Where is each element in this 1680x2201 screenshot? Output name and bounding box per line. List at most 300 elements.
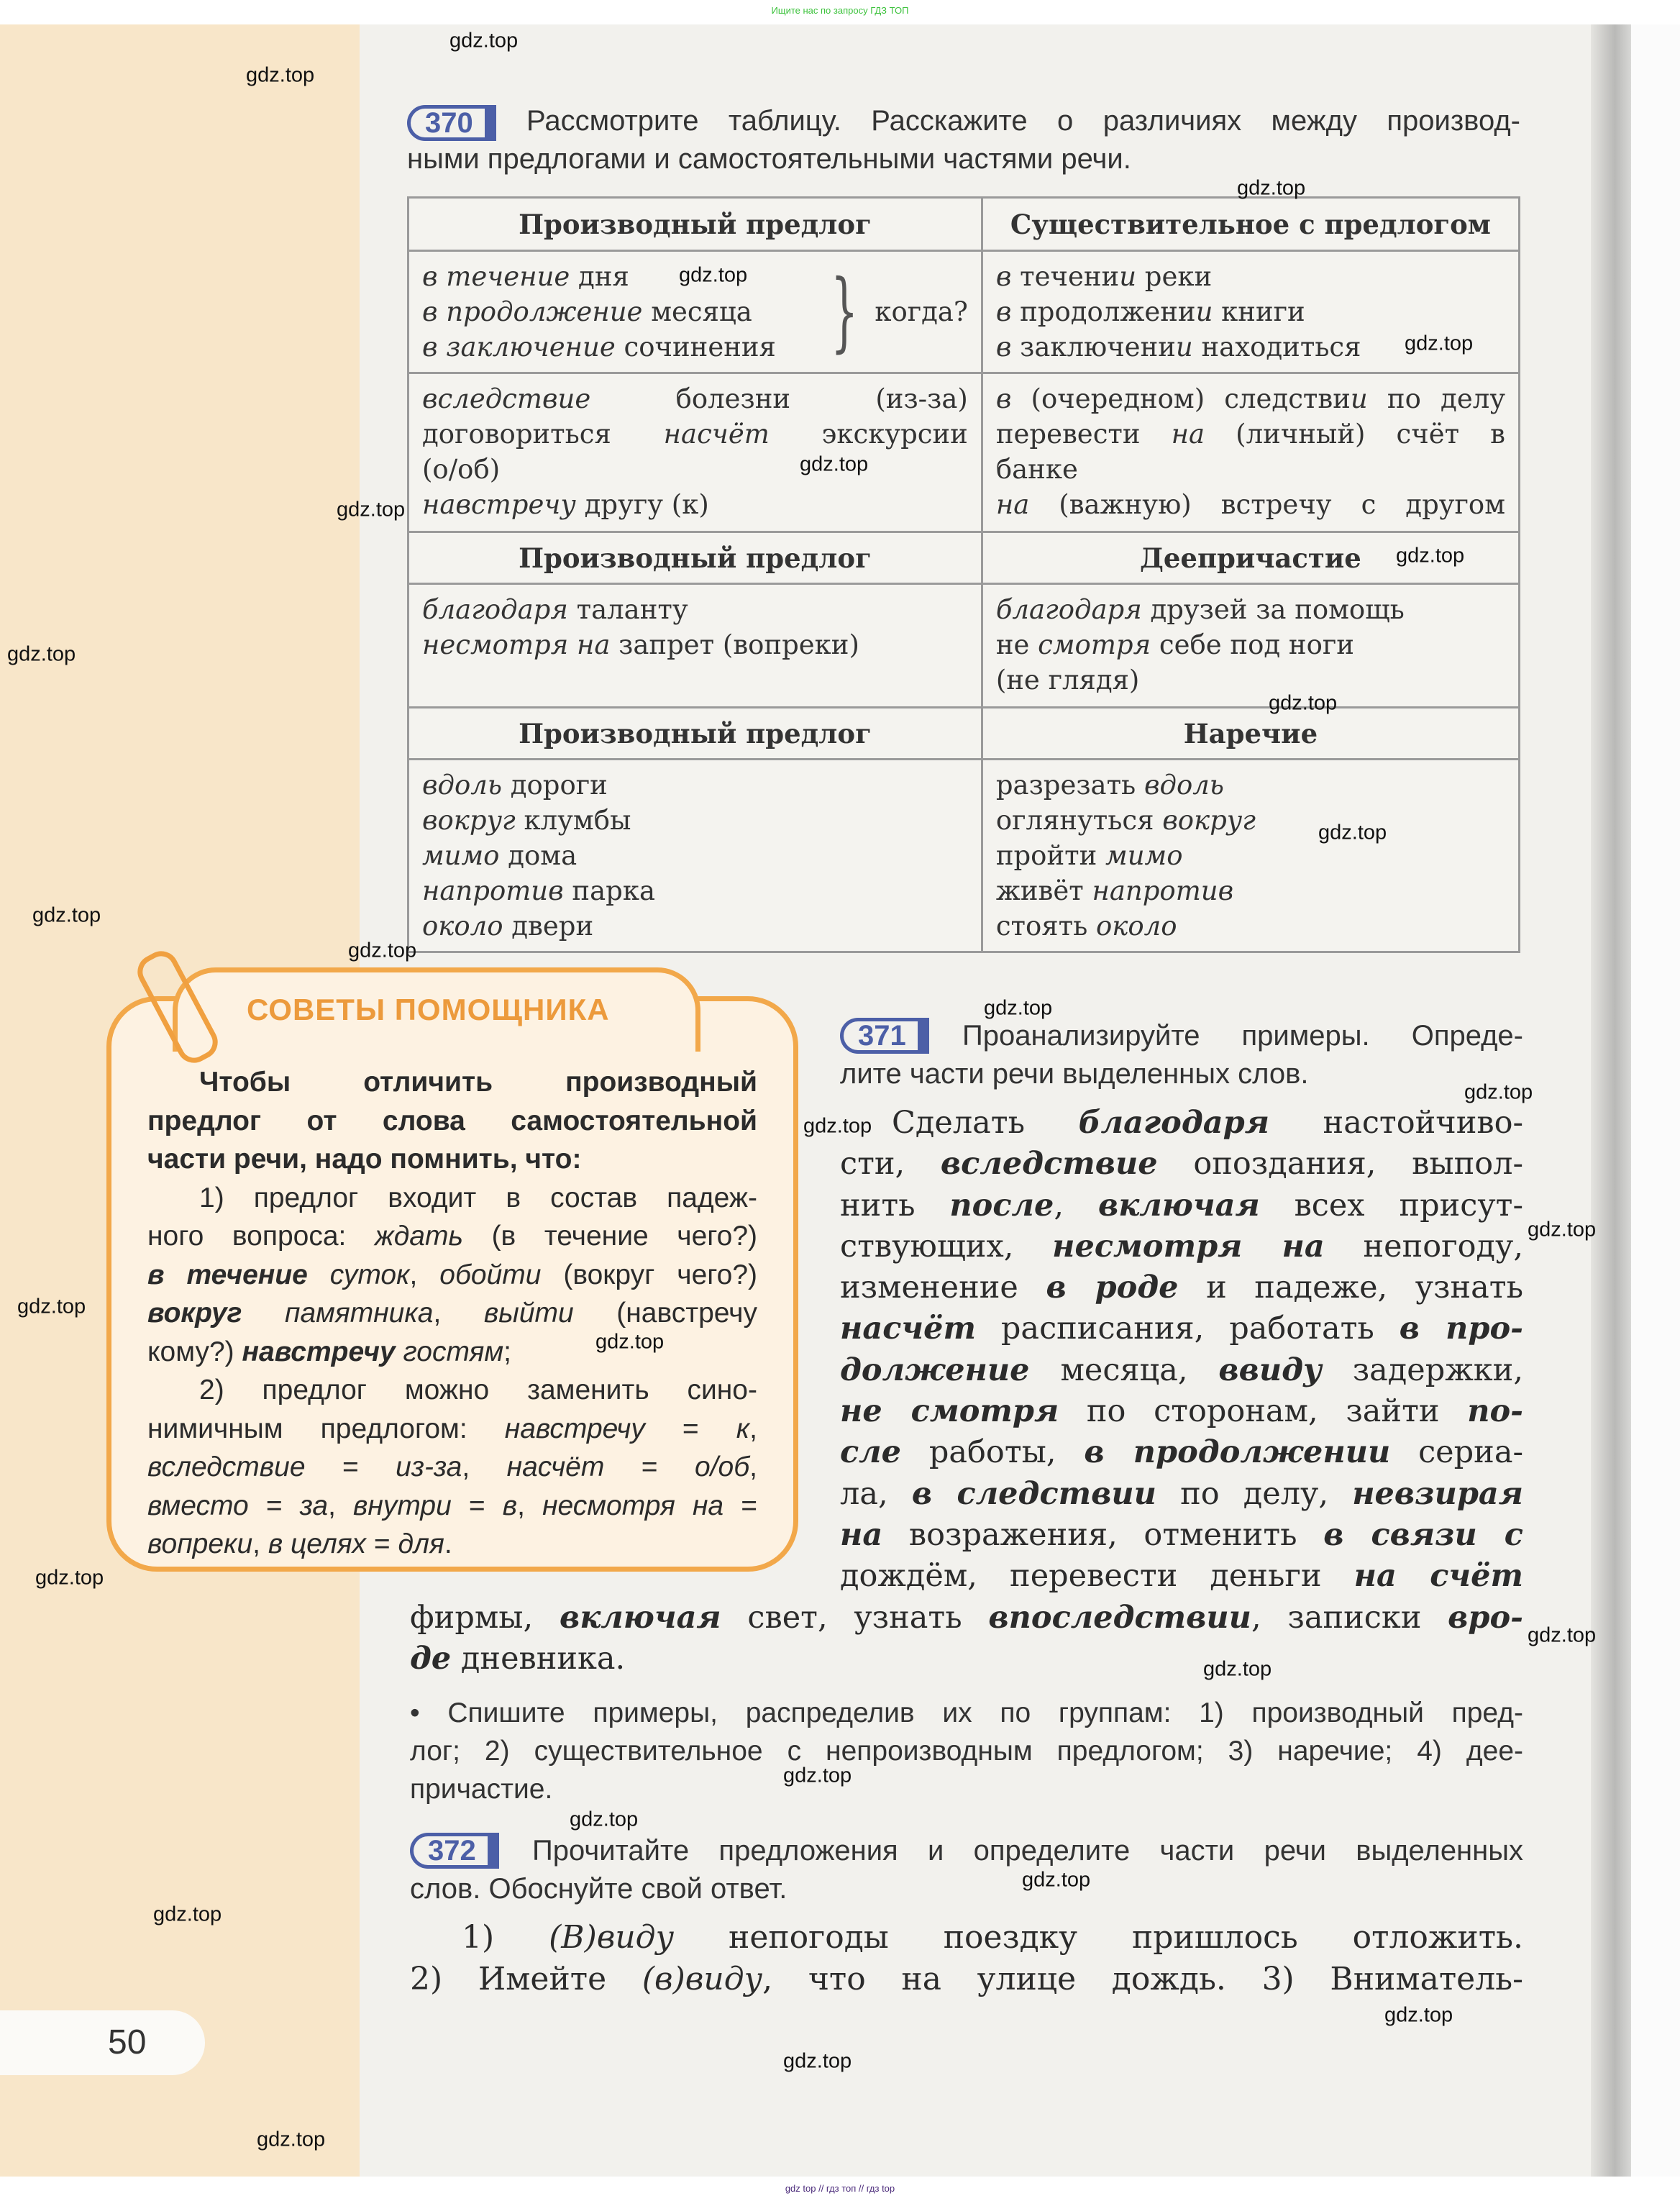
- text-line: [840, 1055, 1523, 1093]
- text-line: [410, 1639, 1523, 1680]
- text-line: [840, 1432, 1523, 1473]
- text-line: [407, 140, 1520, 178]
- text-segment: экскурсии: [769, 419, 968, 450]
- text-segment: дома: [499, 840, 578, 871]
- table-cell: [982, 584, 1519, 708]
- highlighted-word: сле: [840, 1434, 902, 1471]
- text-line: [147, 1294, 757, 1333]
- text-line: [840, 1017, 1523, 1055]
- watermark: gdz.top: [1405, 332, 1474, 355]
- highlighted-word: вро-: [1448, 1600, 1523, 1636]
- text-line: [840, 1391, 1523, 1432]
- text-segment: настойчиво-: [1269, 1105, 1523, 1141]
- text-segment: стоять: [995, 911, 1097, 942]
- highlighted-word: в следствии: [911, 1475, 1156, 1512]
- highlighted-word: вдоль: [1143, 770, 1224, 801]
- text-segment: живёт: [995, 875, 1092, 906]
- text-segment: [308, 1259, 330, 1290]
- highlighted-word: по-: [1467, 1393, 1523, 1430]
- highlighted-word: в: [502, 1490, 518, 1521]
- highlighted-word: благодаря: [1078, 1105, 1269, 1141]
- text-segment: ствующих,: [840, 1228, 1053, 1264]
- text-segment: причастие.: [410, 1774, 553, 1805]
- text-segment: [242, 1298, 286, 1329]
- text-line: [996, 803, 1505, 838]
- watermark: gdz.top: [153, 1902, 222, 1926]
- text-line: [410, 1770, 1523, 1808]
- text-line: [840, 1103, 1523, 1144]
- highlighted-word: выйти: [483, 1298, 574, 1329]
- text-line: [407, 102, 1520, 140]
- text-segment: дороги: [501, 770, 608, 801]
- text-line: [147, 1487, 757, 1526]
- highlighted-word: вследствие: [147, 1452, 306, 1482]
- text-segment: 1): [462, 1919, 549, 1956]
- text-line: [840, 1515, 1523, 1556]
- highlighted-word: в: [422, 261, 447, 292]
- text-segment: договориться: [422, 419, 664, 450]
- watermark: gdz.top: [17, 1295, 86, 1318]
- text-line: [840, 1144, 1523, 1185]
- text-segment: (вокруг чего?): [541, 1259, 758, 1290]
- text-line: [410, 1832, 1523, 1870]
- text-line: [147, 1102, 757, 1141]
- text-segment: Прочитайте предложения и определите части речи выделенных: [532, 1835, 1523, 1867]
- highlighted-word: и: [1119, 261, 1137, 292]
- highlighted-word: несмотря на: [422, 629, 611, 660]
- task-371-assignment: [410, 1694, 1523, 1808]
- text-segment: реки: [1136, 261, 1213, 292]
- text-line: [422, 627, 968, 662]
- text-segment: двери: [503, 911, 594, 942]
- highlighted-word: в заключение: [422, 332, 616, 363]
- text-segment: нимичным предлогом:: [147, 1413, 505, 1444]
- text-line: [840, 1474, 1523, 1515]
- text-line: [422, 416, 968, 452]
- highlighted-word: навстречу: [242, 1336, 396, 1367]
- text-segment: по сторонам, зайти: [1059, 1393, 1468, 1430]
- text-segment: друзей за помощь: [1141, 594, 1405, 625]
- watermark: gdz.top: [257, 2128, 326, 2151]
- watermark: gdz.top: [1528, 1623, 1597, 1647]
- text-segment: слов. Обоснуйте свой ответ.: [410, 1873, 788, 1905]
- brace-icon: }: [831, 261, 859, 362]
- highlighted-word: к: [736, 1413, 750, 1444]
- table-cell: [982, 373, 1519, 532]
- text-line: [147, 1371, 757, 1410]
- text-line: [422, 908, 968, 944]
- text-segment: не: [995, 629, 1038, 660]
- text-segment: =: [366, 1528, 398, 1559]
- text-segment: непогоды поездку пришлось отложить.: [674, 1919, 1523, 1956]
- text-segment: непогоду,: [1324, 1228, 1523, 1264]
- highlighted-word: навстречу: [422, 489, 576, 520]
- text-segment: месяца,: [1029, 1352, 1219, 1388]
- task-370-text: [407, 102, 1520, 178]
- table-header-row: [408, 532, 1520, 584]
- highlighted-word: на счёт: [1353, 1558, 1523, 1595]
- text-segment: перевести: [995, 419, 1172, 450]
- highlighted-word: вопреки: [147, 1528, 253, 1559]
- highlighted-word: благодаря: [422, 594, 568, 625]
- text-line: [147, 1525, 757, 1564]
- text-line: [996, 416, 1505, 452]
- text-segment: ,: [462, 1452, 507, 1482]
- watermark: gdz.top: [35, 1566, 104, 1590]
- highlighted-word: в роде: [1046, 1270, 1179, 1306]
- text-segment: задержки,: [1321, 1352, 1524, 1388]
- task-370-badge: 370: [407, 105, 496, 141]
- text-segment: сти,: [840, 1146, 941, 1182]
- highlighted-word: включая: [559, 1600, 721, 1636]
- text-segment: кому?): [147, 1336, 242, 1367]
- text-segment: расписания, работать: [976, 1311, 1400, 1347]
- text-segment: свет, узнать: [721, 1600, 989, 1636]
- text-segment: 2) Имейте: [410, 1961, 642, 1997]
- task-371-examples: [840, 1103, 1523, 1598]
- highlighted-word: суток: [329, 1259, 410, 1290]
- watermark: gdz.top: [1269, 691, 1338, 715]
- text-segment: 2) предлог можно заменить сино-: [199, 1375, 757, 1405]
- text-segment: лог; 2) существительное с непроизводным предлогом; 3) наречие; 4) дее-: [410, 1736, 1523, 1767]
- text-line: [996, 908, 1505, 944]
- question-label: когда?: [875, 296, 968, 327]
- watermark: gdz.top: [1396, 544, 1465, 568]
- highlighted-word: в: [995, 296, 1012, 327]
- highlighted-word: (в)виду: [642, 1961, 763, 1997]
- watermark: gdz.top: [7, 642, 76, 666]
- text-line: [147, 1217, 757, 1256]
- highlighted-word: благодаря: [995, 594, 1142, 625]
- text-segment: месяца: [642, 296, 752, 327]
- text-line: [422, 452, 968, 487]
- text-line: [410, 1959, 1523, 2000]
- highlighted-word: включая: [1097, 1187, 1260, 1223]
- text-segment: опоздания, выпол-: [1157, 1146, 1523, 1182]
- text-line: [410, 1917, 1523, 1959]
- task-371-badge: 371: [840, 1018, 929, 1054]
- highlighted-word: из-за: [396, 1452, 462, 1482]
- highlighted-word: вместо: [147, 1490, 249, 1521]
- watermark: gdz.top: [984, 996, 1053, 1020]
- text-segment: ,: [433, 1298, 484, 1329]
- table-header-row: [408, 198, 1520, 251]
- text-segment: Проанализируйте примеры. Опреде-: [962, 1020, 1523, 1052]
- text-line: [422, 487, 968, 522]
- text-segment: сериа-: [1390, 1434, 1523, 1471]
- highlighted-word: (В)виду: [549, 1919, 675, 1956]
- watermark: gdz.top: [783, 1764, 852, 1787]
- text-line: [996, 259, 1505, 294]
- highlighted-word: в: [995, 332, 1012, 363]
- highlighted-word: внутри: [353, 1490, 452, 1521]
- text-segment: ного вопроса:: [147, 1221, 375, 1252]
- highlighted-word: вследствие: [422, 383, 591, 414]
- highlighted-word: ждать: [374, 1221, 463, 1252]
- text-segment: по делу: [1367, 383, 1505, 414]
- text-segment: по делу,: [1156, 1475, 1353, 1512]
- highlighted-word: несмотря на: [1052, 1228, 1325, 1264]
- highlighted-word: не смотря: [840, 1393, 1059, 1430]
- text-line: [422, 329, 814, 365]
- highlighted-word: насчёт: [506, 1452, 605, 1482]
- highlighted-word: о/об: [695, 1452, 750, 1482]
- highlighted-word: вокруг: [1162, 805, 1256, 836]
- watermark: gdz.top: [32, 903, 101, 927]
- watermark: gdz.top: [1203, 1657, 1272, 1681]
- watermark: gdz.top: [1384, 2003, 1453, 2027]
- text-segment: ,: [749, 1452, 757, 1482]
- text-segment: =: [451, 1490, 503, 1521]
- text-segment: ла,: [840, 1475, 912, 1512]
- text-line: [996, 662, 1505, 698]
- text-segment: продолжени: [1011, 296, 1196, 327]
- highlighted-word: около: [1096, 911, 1177, 942]
- highlighted-word: после: [949, 1187, 1054, 1223]
- text-segment: ,: [749, 1413, 758, 1444]
- text-segment: оглянуться: [995, 805, 1163, 836]
- text-line: [996, 838, 1505, 873]
- watermark: gdz.top: [1318, 821, 1387, 844]
- top-banner: Ищите нас по запросу ГДЗ ТОП: [0, 0, 1680, 24]
- table-row: [408, 373, 1520, 532]
- text-segment: ,: [409, 1259, 440, 1290]
- text-segment: парка: [563, 875, 656, 906]
- text-line: [410, 1694, 1523, 1732]
- highlighted-word: впоследствии: [988, 1600, 1251, 1636]
- text-segment: =: [644, 1413, 736, 1444]
- highlighted-word: вокруг: [422, 805, 516, 836]
- watermark: gdz.top: [1464, 1080, 1533, 1104]
- text-segment: (в течение чего?): [463, 1221, 757, 1252]
- highlighted-word: в связи с: [1323, 1516, 1523, 1553]
- table-header: Существительное с предлогом: [982, 198, 1519, 251]
- tip-body: [147, 1063, 757, 1564]
- highlighted-word: и: [1195, 296, 1213, 327]
- highlighted-word: в про-: [1399, 1311, 1523, 1347]
- watermark: gdz.top: [595, 1330, 665, 1354]
- highlighted-word: насчёт: [840, 1311, 976, 1347]
- text-segment: клумбы: [515, 805, 631, 836]
- text-segment: дня: [570, 261, 629, 292]
- table-cell: [408, 584, 982, 708]
- text-line: [147, 1330, 757, 1372]
- table-cell: [982, 760, 1519, 952]
- text-segment: =: [248, 1490, 300, 1521]
- highlighted-word: де: [410, 1641, 452, 1677]
- text-segment: дневника.: [451, 1641, 626, 1677]
- text-segment: .: [444, 1528, 452, 1559]
- text-segment: (личный) счёт в: [1205, 419, 1505, 450]
- text-segment: дождём, перевести деньги: [840, 1558, 1354, 1595]
- watermark: gdz.top: [783, 2049, 852, 2073]
- highlighted-word: мимо: [1105, 840, 1183, 871]
- page-number: 50: [0, 2010, 205, 2075]
- text-segment: Рассмотрите таблицу. Расскажите о различиях между производ-: [526, 105, 1520, 137]
- text-line: [996, 592, 1505, 627]
- text-line: [422, 381, 968, 416]
- highlighted-word: памятника: [285, 1298, 434, 1329]
- text-line: [422, 294, 814, 329]
- highlighted-word: для: [398, 1528, 444, 1559]
- task-372-text: [410, 1832, 1523, 1908]
- highlighted-word: смотря: [1038, 629, 1151, 660]
- watermark: gdz.top: [337, 498, 406, 521]
- text-segment: ,: [517, 1490, 543, 1521]
- text-line: [422, 592, 968, 627]
- text-segment: банке: [995, 454, 1078, 485]
- text-segment: (не глядя): [995, 665, 1140, 696]
- text-segment: (о/об): [422, 454, 501, 485]
- watermark: gdz.top: [570, 1808, 639, 1831]
- text-segment: нить: [840, 1187, 950, 1223]
- page-spine: [1591, 24, 1631, 2177]
- text-segment: части речи, надо помнить, что:: [147, 1144, 582, 1175]
- text-segment: ными предлогами и самостоятельными частями речи.: [407, 143, 1131, 175]
- highlighted-word: на: [995, 489, 1030, 520]
- task-372-sentences: [410, 1917, 1523, 2000]
- highlighted-word: и: [1350, 383, 1368, 414]
- watermark: gdz.top: [1528, 1218, 1597, 1241]
- highlighted-word: в течение: [147, 1259, 308, 1290]
- text-line: [840, 1556, 1523, 1597]
- watermark: gdz.top: [800, 452, 869, 476]
- text-segment: , записки: [1251, 1600, 1448, 1636]
- table-row: [408, 760, 1520, 952]
- task-371-text: [840, 1017, 1523, 1093]
- table-header: Производный предлог: [408, 532, 982, 584]
- text-line: [422, 803, 968, 838]
- text-line: [996, 873, 1505, 908]
- highlighted-word: напротив: [422, 875, 564, 906]
- bottom-banner: gdz top // гдз топ // гдз top: [0, 2177, 1680, 2201]
- highlighted-word: в: [995, 383, 1012, 414]
- highlighted-word: за: [299, 1490, 329, 1521]
- highlighted-word: невзирая: [1352, 1475, 1523, 1512]
- text-line: [840, 1350, 1523, 1391]
- highlighted-word: около: [422, 911, 503, 942]
- text-segment: ,: [252, 1528, 268, 1559]
- text-segment: • Спишите примеры, распределив их по группам: 1) производный пред-: [410, 1698, 1523, 1728]
- table-cell: [408, 373, 982, 532]
- text-line: [996, 381, 1505, 416]
- text-segment: всех присут-: [1259, 1187, 1524, 1223]
- text-line: [840, 1308, 1523, 1349]
- text-segment: Сделать: [892, 1105, 1079, 1141]
- text-segment: фирмы,: [410, 1600, 560, 1636]
- text-segment: книги: [1213, 296, 1305, 327]
- highlighted-word: в продолжении: [1084, 1434, 1391, 1471]
- text-segment: сочинения: [615, 332, 776, 363]
- text-line: [840, 1226, 1523, 1267]
- text-line: [422, 838, 968, 873]
- page-edge: [1631, 24, 1680, 2177]
- text-line: [147, 1140, 757, 1179]
- text-line: [147, 1179, 757, 1218]
- text-line: [147, 1063, 757, 1102]
- text-line: [422, 873, 968, 908]
- text-line: [147, 1448, 757, 1487]
- text-segment: изменение: [840, 1270, 1046, 1306]
- text-segment: 1) предлог входит в состав падеж-: [199, 1182, 757, 1213]
- watermark: gdz.top: [803, 1114, 872, 1138]
- highlighted-word: течение: [446, 261, 570, 292]
- highlighted-word: несмотря на: [542, 1490, 724, 1521]
- text-line: [410, 1732, 1523, 1770]
- text-segment: =: [305, 1452, 396, 1482]
- text-segment: предлог от слова самостоятельной: [147, 1105, 757, 1136]
- tip-title: СОВЕТЫ ПОМОЩНИКА: [247, 993, 610, 1026]
- text-line: [996, 627, 1505, 662]
- text-segment: другу (к): [575, 489, 709, 520]
- table-row: [408, 251, 1520, 373]
- text-segment: находиться: [1192, 332, 1361, 363]
- highlighted-word: вследствие: [940, 1146, 1158, 1182]
- text-segment: (важную) встречу с другом: [1029, 489, 1505, 520]
- highlighted-word: должение: [840, 1352, 1030, 1388]
- text-segment: , что на улице дождь. 3) Вниматель-: [762, 1961, 1523, 1997]
- text-line: [147, 1256, 757, 1295]
- text-segment: себе под ноги: [1151, 629, 1354, 660]
- table-header-row: [408, 708, 1520, 760]
- task-372-badge: 372: [410, 1833, 499, 1869]
- text-line: [147, 1410, 757, 1449]
- table-row: [408, 584, 1520, 708]
- text-segment: =: [723, 1490, 757, 1521]
- highlighted-word: вдоль: [422, 770, 502, 801]
- text-segment: пройти: [995, 840, 1106, 871]
- text-line: [996, 767, 1505, 803]
- text-segment: запрет (вопреки): [610, 629, 859, 660]
- watermark: gdz.top: [246, 63, 315, 87]
- text-line: [422, 259, 814, 294]
- text-line: [410, 1870, 1523, 1908]
- text-segment: разрезать: [995, 770, 1144, 801]
- highlighted-word: и: [1175, 332, 1193, 363]
- text-segment: лите части речи выделенных слов.: [840, 1058, 1309, 1090]
- highlighted-word: обойти: [439, 1259, 542, 1290]
- text-segment: [396, 1336, 403, 1367]
- highlighted-word: насчёт: [663, 419, 770, 450]
- text-line: [840, 1267, 1523, 1308]
- text-line: [996, 487, 1505, 522]
- highlighted-word: навстречу: [504, 1413, 645, 1444]
- text-segment: таланту: [567, 594, 688, 625]
- text-segment: ,: [328, 1490, 354, 1521]
- text-segment: ,: [1054, 1187, 1098, 1223]
- watermark: gdz.top: [1022, 1868, 1091, 1892]
- text-segment: течени: [1011, 261, 1120, 292]
- watermark: gdz.top: [1237, 176, 1306, 200]
- highlighted-word: на: [840, 1516, 883, 1553]
- table-cell: [422, 259, 814, 365]
- text-segment: =: [604, 1452, 695, 1482]
- text-segment: возражения, отменить: [882, 1516, 1324, 1553]
- text-line: [840, 1185, 1523, 1226]
- watermark: gdz.top: [679, 263, 748, 287]
- watermark: gdz.top: [348, 939, 417, 962]
- highlighted-word: в: [995, 261, 1012, 292]
- highlighted-word: напротив: [1092, 875, 1234, 906]
- text-segment: работы,: [901, 1434, 1085, 1471]
- highlighted-word: в продолжение: [422, 296, 643, 327]
- text-line: [410, 1598, 1523, 1639]
- text-segment: ;: [503, 1336, 511, 1367]
- highlighted-word: гостям: [403, 1336, 504, 1367]
- highlighted-word: вокруг: [147, 1298, 242, 1329]
- highlighted-word: на: [1171, 419, 1205, 450]
- table-header: Производный предлог: [408, 708, 982, 760]
